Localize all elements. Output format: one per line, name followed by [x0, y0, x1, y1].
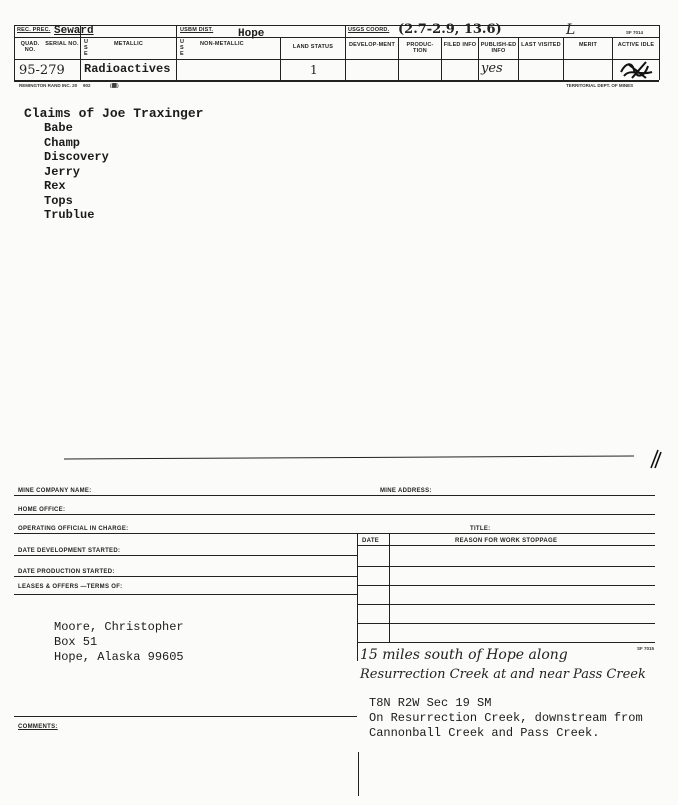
claim-item: Discovery — [44, 150, 109, 164]
pen-slash-icon — [648, 448, 664, 470]
col-land-status: LAND STATUS — [292, 44, 334, 50]
owner-block — [54, 620, 184, 665]
claims-title: Claims of Joe Traxinger — [24, 106, 204, 121]
operating-official-label: OPERATING OFFICIAL IN CHARGE: — [18, 526, 129, 532]
claim-item: Tops — [44, 193, 73, 208]
leases-label: LEASES & OFFERS —TERMS OF: — [18, 584, 123, 590]
location-typed — [369, 696, 643, 741]
date-col-label: DATE — [362, 538, 380, 544]
claim-item: Babe — [44, 121, 73, 135]
rec-prec-label: REC. PREC. — [17, 27, 51, 33]
reason-col-label: REASON FOR WORK STOPPAGE — [455, 538, 558, 544]
dev-started-label: DATE DEVELOPMENT STARTED: — [18, 548, 121, 554]
col-published-info: PUBLISH-ED INFO — [480, 42, 517, 54]
usgs-coord-value: (2.7-2.9, 13.6) — [398, 22, 502, 37]
title-label: TITLE: — [470, 526, 491, 532]
form-code: SF 7014 — [626, 30, 644, 35]
col-last-visited: LAST VISITED — [521, 42, 561, 48]
col-use-nonmetallic: U S E — [180, 39, 185, 57]
location-line-3: Cannonball Creek and Pass Creek. — [369, 726, 600, 740]
metallic-value: Radioactives — [84, 62, 171, 76]
col-quad: QUAD. NO. — [20, 41, 40, 53]
published-info-value: yes — [481, 61, 503, 76]
comments-label: COMMENTS: — [18, 724, 58, 730]
hand-line-2: Resurrection Creek at and near Pass Creek — [360, 667, 646, 682]
footer-right: TERRITORIAL DEPT. OF MINES — [566, 83, 634, 88]
claim-item: Champ — [44, 135, 81, 150]
col-active-idle: ACTIVE IDLE — [617, 42, 655, 48]
quad-serial-value: 95-279 — [19, 63, 65, 78]
owner-box: Box 51 — [54, 635, 98, 649]
corner-mark: L — [566, 22, 576, 38]
form-code-2: SF 7015 — [637, 646, 655, 651]
usgs-coord-label: USGS COORD. — [348, 27, 390, 33]
usbm-dist-value: Hope — [238, 28, 265, 40]
hand-line-1: 15 miles south of Hope along — [360, 647, 568, 663]
col-metallic: METALLIC — [114, 41, 143, 47]
mine-company-label: MINE COMPANY NAME: — [18, 488, 92, 494]
col-nonmetallic: NON-METALLIC — [200, 41, 244, 47]
owner-name: Moore, Christopher — [54, 620, 184, 634]
claim-item: Trublue — [44, 208, 95, 222]
land-status-value: 1 — [310, 63, 318, 77]
prod-started-label: DATE PRODUCTION STARTED: — [18, 569, 115, 575]
mine-address-label: MINE ADDRESS: — [380, 488, 432, 494]
col-development: DEVELOP-MENT — [348, 42, 396, 48]
usbm-dist-label: USBM DIST. — [180, 27, 214, 33]
claims-list — [44, 121, 109, 223]
idle-scribble-icon — [618, 58, 656, 80]
col-filed-info: FILED INFO — [443, 42, 477, 48]
location-line-1: T8N R2W Sec 19 SM — [369, 696, 492, 710]
footer-left-code: 902 — [83, 83, 91, 88]
col-use-metallic: U S E — [84, 39, 89, 57]
handwritten-location — [360, 646, 646, 684]
owner-city: Hope, Alaska 99605 — [54, 650, 184, 664]
col-merit: MERIT — [578, 42, 598, 48]
rec-prec-value: Seward — [54, 25, 94, 37]
home-office-label: HOME OFFICE: — [18, 507, 66, 513]
col-production: PRODUC-TION — [406, 42, 434, 54]
claim-item: Rex — [44, 179, 66, 193]
claim-item: Jerry — [44, 164, 81, 179]
footer-left: REMINGTON RAND INC. 20 — [19, 83, 78, 88]
col-serial: SERIAL NO. — [45, 41, 79, 47]
location-line-2: On Resurrection Creek, downstream from — [369, 711, 643, 725]
